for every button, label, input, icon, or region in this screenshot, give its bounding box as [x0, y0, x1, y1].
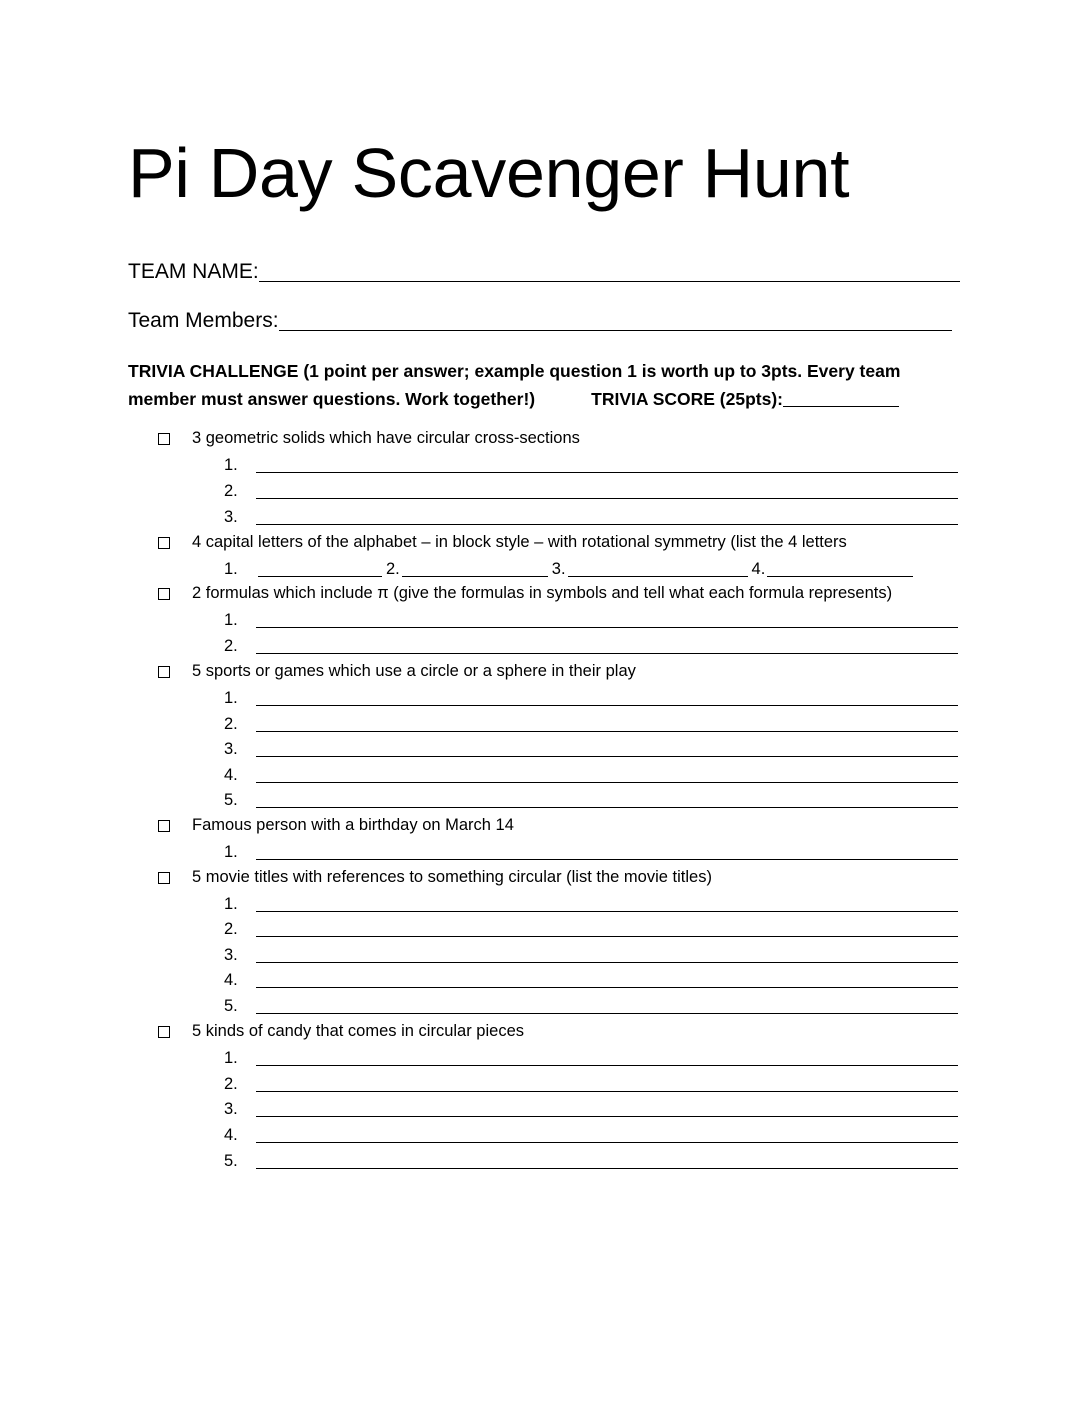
answer-blank[interactable] — [256, 1047, 958, 1066]
answer-number: 1. — [224, 1049, 238, 1067]
answer-blank[interactable] — [256, 687, 958, 706]
answer-blank[interactable] — [256, 918, 958, 937]
answer-line — [224, 503, 958, 529]
team-name-field — [128, 252, 960, 286]
answer-blank[interactable] — [256, 995, 958, 1014]
answer-blank[interactable] — [258, 558, 382, 577]
answer-blank[interactable] — [256, 1098, 958, 1117]
question-text: 4 capital letters of the alphabet – in block style – with rotational symmetry (list the 4 letters — [192, 532, 847, 551]
answer-number: 3. — [551, 560, 566, 578]
answer-number: 5. — [224, 791, 238, 809]
answer-blank[interactable] — [256, 764, 958, 783]
answer-number: 4. — [224, 766, 238, 784]
answer-blank[interactable] — [256, 1073, 958, 1092]
trivia-line-2: member must answer questions. Work together!) — [128, 389, 536, 409]
trivia-line-1: TRIVIA CHALLENGE (1 point per answer; example question 1 is worth up to 3pts. Every team — [128, 361, 901, 381]
answer-line — [224, 915, 958, 941]
question-text: 5 movie titles with references to something circular (list the movie titles) — [192, 867, 712, 886]
checkbox-icon[interactable] — [158, 820, 170, 832]
answer-line — [224, 1147, 958, 1173]
checkbox-icon[interactable] — [158, 537, 170, 549]
question-item — [158, 658, 636, 684]
question-item — [158, 812, 514, 838]
answer-number: 2. — [224, 482, 238, 500]
answer-number: 1. — [224, 895, 238, 913]
answer-line — [224, 451, 958, 477]
team-name-label: TEAM NAME: — [128, 260, 259, 283]
trivia-score-blank[interactable] — [783, 388, 899, 407]
answer-number: 3. — [224, 508, 238, 526]
answer-line — [224, 1121, 958, 1147]
answer-blank[interactable] — [256, 944, 958, 963]
answer-number: 3. — [224, 1100, 238, 1118]
answer-blank[interactable] — [256, 789, 958, 808]
answer-number: 1. — [224, 689, 238, 707]
answer-blank[interactable] — [256, 609, 958, 628]
answer-number: 2. — [386, 560, 400, 578]
checkbox-icon[interactable] — [158, 872, 170, 884]
question-text: Famous person with a birthday on March 14 — [192, 815, 514, 834]
answer-number: 3. — [224, 946, 238, 964]
checkbox-icon[interactable] — [158, 433, 170, 445]
question-text: 3 geometric solids which have circular cross-sections — [192, 428, 580, 447]
team-members-blank[interactable] — [279, 310, 952, 331]
trivia-line-2-row — [128, 385, 968, 413]
answer-blank[interactable] — [256, 454, 958, 473]
answer-line — [224, 710, 958, 736]
answer-line — [224, 477, 958, 503]
answer-blank[interactable] — [256, 893, 958, 912]
answer-line — [224, 966, 958, 992]
question-text: 5 kinds of candy that comes in circular pieces — [192, 1021, 524, 1040]
answer-number: 1. — [224, 611, 238, 629]
question-item — [158, 529, 847, 555]
answer-line — [224, 632, 958, 658]
answer-line — [224, 1070, 958, 1096]
answer-blank[interactable] — [402, 558, 548, 577]
answer-line — [224, 1044, 958, 1070]
answer-line — [224, 606, 958, 632]
answer-line — [224, 941, 958, 967]
answer-number: 1. — [224, 560, 238, 578]
question-item — [158, 425, 580, 451]
team-members-label: Team Members: — [128, 309, 279, 332]
answer-number: 5. — [224, 997, 238, 1015]
team-members-field — [128, 301, 952, 335]
team-name-blank[interactable] — [259, 261, 960, 282]
checkbox-icon[interactable] — [158, 1026, 170, 1038]
answer-blank[interactable] — [568, 558, 748, 577]
checkbox-icon[interactable] — [158, 588, 170, 600]
checkbox-icon[interactable] — [158, 666, 170, 678]
question-text: 2 formulas which include π (give the formulas in symbols and tell what each formula represents) — [192, 583, 893, 602]
answer-number: 4. — [224, 971, 238, 989]
answer-blank[interactable] — [256, 480, 958, 499]
answer-line — [224, 838, 958, 864]
question-item — [158, 1018, 524, 1044]
answer-line — [224, 684, 958, 710]
answer-number: 1. — [224, 456, 238, 474]
answer-blank[interactable] — [256, 635, 958, 654]
question-item — [158, 864, 712, 890]
trivia-score-label: TRIVIA SCORE (25pts): — [591, 389, 783, 409]
answer-number: 1. — [224, 843, 238, 861]
answer-number: 4. — [224, 1126, 238, 1144]
answer-number: 2. — [224, 1075, 238, 1093]
answer-line-multi — [224, 555, 954, 581]
question-item — [158, 580, 892, 606]
answer-number: 5. — [224, 1152, 238, 1170]
question-text: 5 sports or games which use a circle or a sphere in their play — [192, 661, 636, 680]
answer-number: 2. — [224, 637, 238, 655]
answer-number: 4. — [751, 560, 766, 578]
answer-line — [224, 992, 958, 1018]
answer-number: 2. — [224, 920, 238, 938]
page-title: Pi Day Scavenger Hunt — [128, 134, 850, 212]
answer-blank[interactable] — [256, 841, 958, 860]
answer-line — [224, 890, 958, 916]
answer-number: 2. — [224, 715, 238, 733]
trivia-instructions — [128, 357, 968, 413]
answer-line — [224, 761, 958, 787]
answer-line — [224, 1095, 958, 1121]
answer-line — [224, 735, 958, 761]
answer-blank[interactable] — [256, 738, 958, 757]
answer-blank[interactable] — [256, 506, 958, 525]
answer-blank[interactable] — [256, 713, 958, 732]
answer-blank[interactable] — [256, 1124, 958, 1143]
answer-blank[interactable] — [256, 969, 958, 988]
answer-number: 3. — [224, 740, 238, 758]
answer-blank[interactable] — [767, 558, 913, 577]
answer-line — [224, 786, 958, 812]
answer-blank[interactable] — [256, 1150, 958, 1169]
